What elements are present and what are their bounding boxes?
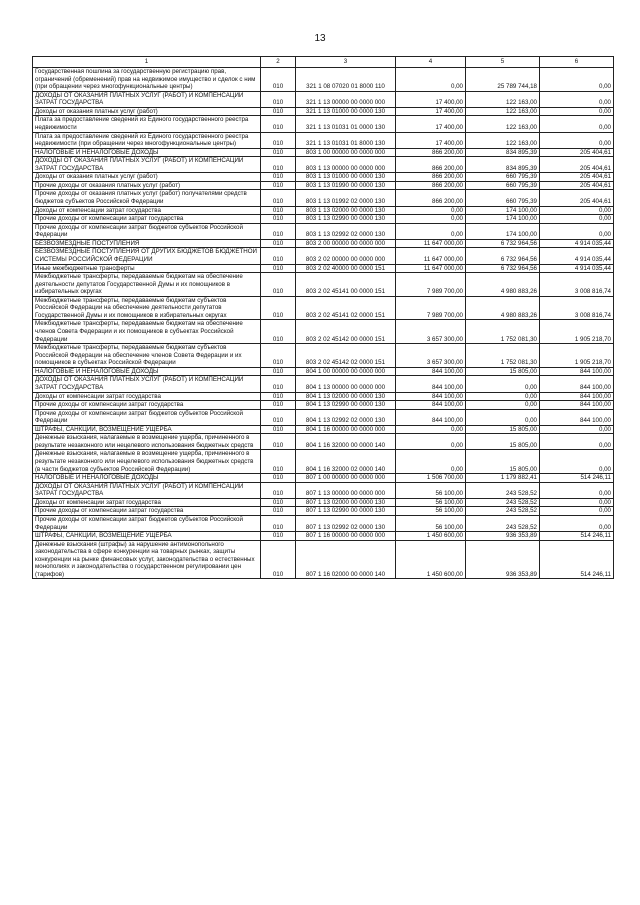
approved-amount-cell: 0,00 (396, 68, 466, 92)
budget-classification-code-cell: 803 2 02 45141 00 0000 151 (296, 273, 396, 297)
row-name-cell: Прочие доходы от компенсации затрат государства (33, 215, 261, 224)
table-row (33, 507, 614, 516)
line-code-cell: 010 (261, 425, 296, 434)
budget-classification-code-cell: 807 1 13 02990 00 0000 130 (296, 507, 396, 516)
budget-classification-code-cell: 804 1 13 02992 02 0000 130 (296, 409, 396, 425)
row-name-cell: ДОХОДЫ ОТ ОКАЗАНИЯ ПЛАТНЫХ УСЛУГ (РАБОТ) И КОМПЕНСАЦИИ ЗАТРАТ ГОСУДАРСТВА (33, 91, 261, 107)
page-number: 13 (314, 33, 326, 44)
table-row (33, 498, 614, 507)
budget-classification-code-cell: 321 1 13 01000 00 0000 130 (296, 107, 396, 116)
column-header: 6 (540, 57, 614, 68)
row-name-cell: ДОХОДЫ ОТ ОКАЗАНИЯ ПЛАТНЫХ УСЛУГ (РАБОТ) И КОМПЕНСАЦИИ ЗАТРАТ ГОСУДАРСТВА (33, 157, 261, 173)
row-name-cell: Прочие доходы от компенсации затрат бюджетов субъектов Российской Федерации (33, 223, 261, 239)
unexecuted-amount-cell: 0,00 (540, 116, 614, 132)
approved-amount-cell: 56 100,00 (396, 482, 466, 498)
table-row (33, 215, 614, 224)
approved-amount-cell: 866 200,00 (396, 157, 466, 173)
executed-amount-cell: 174 100,00 (466, 215, 540, 224)
budget-classification-code-cell: 803 2 02 40000 00 0000 151 (296, 264, 396, 273)
table-row (33, 273, 614, 297)
row-name-cell: НАЛОГОВЫЕ И НЕНАЛОГОВЫЕ ДОХОДЫ (33, 474, 261, 483)
approved-amount-cell: 866 200,00 (396, 148, 466, 157)
line-code-cell: 010 (261, 392, 296, 401)
budget-revenue-table (32, 56, 614, 579)
unexecuted-amount-cell: 0,00 (540, 68, 614, 92)
approved-amount-cell: 866 200,00 (396, 181, 466, 190)
budget-classification-code-cell: 803 2 00 00000 00 0000 000 (296, 239, 396, 248)
budget-classification-code-cell: 321 1 13 01031 01 8000 130 (296, 132, 396, 148)
table-row (33, 540, 614, 579)
executed-amount-cell: 25 789 744,18 (466, 68, 540, 92)
table-row (33, 401, 614, 410)
row-name-cell: Прочие доходы от оказания платных услуг (работ) получателями средств бюджетов субъектов Российской Федерации (33, 190, 261, 206)
line-code-cell: 010 (261, 239, 296, 248)
table-row (33, 392, 614, 401)
unexecuted-amount-cell: 514 246,11 (540, 474, 614, 483)
row-name-cell: Прочие доходы от компенсации затрат бюджетов субъектов Российской Федерации (33, 515, 261, 531)
executed-amount-cell: 1 752 081,30 (466, 344, 540, 368)
approved-amount-cell: 0,00 (396, 215, 466, 224)
executed-amount-cell: 6 732 964,56 (466, 239, 540, 248)
budget-classification-code-cell: 803 2 02 45142 02 0000 151 (296, 344, 396, 368)
line-code-cell: 010 (261, 401, 296, 410)
table-row (33, 425, 614, 434)
row-name-cell: Денежные взыскания, налагаемые в возмещение ущерба, причиненного в результате незаконного или нецелевого использования бюджетных средств (в части бюджетов субъектов Российской Федерации) (33, 450, 261, 474)
unexecuted-amount-cell: 0,00 (540, 482, 614, 498)
executed-amount-cell: 4 980 883,26 (466, 296, 540, 320)
line-code-cell: 010 (261, 148, 296, 157)
budget-classification-code-cell: 804 1 16 32000 00 0000 140 (296, 434, 396, 450)
line-code-cell: 010 (261, 173, 296, 182)
budget-classification-code-cell: 807 1 16 02000 00 0000 140 (296, 540, 396, 579)
unexecuted-amount-cell: 844 100,00 (540, 392, 614, 401)
row-name-cell: Иные межбюджетные трансферты (33, 264, 261, 273)
row-name-cell: Доходы от оказания платных услуг (работ) (33, 173, 261, 182)
line-code-cell: 010 (261, 132, 296, 148)
table-row (33, 367, 614, 376)
table-row (33, 344, 614, 368)
table-row (33, 474, 614, 483)
executed-amount-cell: 0,00 (466, 409, 540, 425)
table-row (33, 320, 614, 344)
unexecuted-amount-cell: 0,00 (540, 215, 614, 224)
approved-amount-cell: 844 100,00 (396, 409, 466, 425)
approved-amount-cell: 0,00 (396, 206, 466, 215)
table-row (33, 148, 614, 157)
unexecuted-amount-cell: 1 905 218,70 (540, 344, 614, 368)
unexecuted-amount-cell: 0,00 (540, 425, 614, 434)
executed-amount-cell: 243 528,52 (466, 498, 540, 507)
executed-amount-cell: 122 163,00 (466, 132, 540, 148)
row-name-cell: Доходы от оказания платных услуг (работ) (33, 107, 261, 116)
executed-amount-cell: 936 353,89 (466, 540, 540, 579)
approved-amount-cell: 17 400,00 (396, 132, 466, 148)
row-name-cell: БЕЗВОЗМЕЗДНЫЕ ПОСТУПЛЕНИЯ (33, 239, 261, 248)
unexecuted-amount-cell: 4 914 035,44 (540, 248, 614, 264)
table-row (33, 264, 614, 273)
unexecuted-amount-cell: 514 246,11 (540, 540, 614, 579)
table-row (33, 409, 614, 425)
unexecuted-amount-cell: 514 246,11 (540, 532, 614, 541)
executed-amount-cell: 122 163,00 (466, 107, 540, 116)
approved-amount-cell: 56 100,00 (396, 515, 466, 531)
table-row (33, 157, 614, 173)
table-row (33, 376, 614, 392)
line-code-cell: 010 (261, 532, 296, 541)
column-header: 5 (466, 57, 540, 68)
line-code-cell: 010 (261, 91, 296, 107)
approved-amount-cell: 7 989 700,00 (396, 296, 466, 320)
approved-amount-cell: 11 647 000,00 (396, 248, 466, 264)
line-code-cell: 010 (261, 507, 296, 516)
line-code-cell: 010 (261, 498, 296, 507)
line-code-cell: 010 (261, 273, 296, 297)
unexecuted-amount-cell: 205 404,61 (540, 148, 614, 157)
unexecuted-amount-cell: 0,00 (540, 507, 614, 516)
executed-amount-cell: 122 163,00 (466, 91, 540, 107)
table-row (33, 206, 614, 215)
line-code-cell: 010 (261, 248, 296, 264)
approved-amount-cell: 1 450 600,00 (396, 540, 466, 579)
column-header: 3 (296, 57, 396, 68)
unexecuted-amount-cell: 4 914 035,44 (540, 264, 614, 273)
line-code-cell: 010 (261, 320, 296, 344)
budget-classification-code-cell: 804 1 16 00000 00 0000 000 (296, 425, 396, 434)
executed-amount-cell: 936 353,89 (466, 532, 540, 541)
executed-amount-cell: 122 163,00 (466, 116, 540, 132)
unexecuted-amount-cell: 205 404,61 (540, 157, 614, 173)
approved-amount-cell: 844 100,00 (396, 367, 466, 376)
unexecuted-amount-cell: 0,00 (540, 223, 614, 239)
executed-amount-cell: 15 805,00 (466, 367, 540, 376)
table-row (33, 482, 614, 498)
row-name-cell: ДОХОДЫ ОТ ОКАЗАНИЯ ПЛАТНЫХ УСЛУГ (РАБОТ) И КОМПЕНСАЦИИ ЗАТРАТ ГОСУДАРСТВА (33, 482, 261, 498)
unexecuted-amount-cell: 0,00 (540, 450, 614, 474)
unexecuted-amount-cell: 0,00 (540, 132, 614, 148)
line-code-cell: 010 (261, 206, 296, 215)
table-row (33, 190, 614, 206)
executed-amount-cell: 1 752 081,30 (466, 320, 540, 344)
line-code-cell: 010 (261, 344, 296, 368)
approved-amount-cell: 17 400,00 (396, 116, 466, 132)
executed-amount-cell: 1 179 882,41 (466, 474, 540, 483)
line-code-cell: 010 (261, 434, 296, 450)
unexecuted-amount-cell: 3 008 816,74 (540, 273, 614, 297)
row-name-cell: Денежные взыскания, налагаемые в возмещение ущерба, причиненного в результате незаконного или нецелевого использования бюджетных средств (33, 434, 261, 450)
unexecuted-amount-cell: 205 404,61 (540, 190, 614, 206)
unexecuted-amount-cell: 0,00 (540, 515, 614, 531)
unexecuted-amount-cell: 205 404,61 (540, 181, 614, 190)
row-name-cell: Межбюджетные трансферты, передаваемые бюджетам на обеспечение членов Совета Федерации и их помощников в субъектах Российской Федерации (33, 320, 261, 344)
line-code-cell: 010 (261, 482, 296, 498)
unexecuted-amount-cell: 844 100,00 (540, 401, 614, 410)
line-code-cell: 010 (261, 68, 296, 92)
unexecuted-amount-cell: 205 404,61 (540, 173, 614, 182)
row-name-cell: ШТРАФЫ, САНКЦИИ, ВОЗМЕЩЕНИЕ УЩЕРБА (33, 425, 261, 434)
budget-classification-code-cell: 321 1 08 07020 01 8000 110 (296, 68, 396, 92)
table-row (33, 434, 614, 450)
table-body (33, 68, 614, 579)
row-name-cell: Прочие доходы от компенсации затрат государства (33, 507, 261, 516)
approved-amount-cell: 844 100,00 (396, 376, 466, 392)
budget-classification-code-cell: 803 2 02 45142 00 0000 151 (296, 320, 396, 344)
line-code-cell: 010 (261, 215, 296, 224)
row-name-cell: БЕЗВОЗМЕЗДНЫЕ ПОСТУПЛЕНИЯ ОТ ДРУГИХ БЮДЖЕТОВ БЮДЖЕТНОЙ СИСТЕМЫ РОССИЙСКОЙ ФЕДЕРАЦИИ (33, 248, 261, 264)
executed-amount-cell: 243 528,52 (466, 507, 540, 516)
unexecuted-amount-cell: 0,00 (540, 91, 614, 107)
unexecuted-amount-cell: 0,00 (540, 434, 614, 450)
row-name-cell: Прочие доходы от оказания платных услуг (работ) (33, 181, 261, 190)
approved-amount-cell: 0,00 (396, 434, 466, 450)
budget-classification-code-cell: 803 1 13 01000 00 0000 130 (296, 173, 396, 182)
budget-classification-code-cell: 803 2 02 45141 02 0000 151 (296, 296, 396, 320)
executed-amount-cell: 660 795,39 (466, 190, 540, 206)
row-name-cell: НАЛОГОВЫЕ И НЕНАЛОГОВЫЕ ДОХОДЫ (33, 148, 261, 157)
approved-amount-cell: 3 657 300,00 (396, 320, 466, 344)
executed-amount-cell: 660 795,39 (466, 173, 540, 182)
line-code-cell: 010 (261, 190, 296, 206)
table-row (33, 515, 614, 531)
budget-classification-code-cell: 804 1 13 02000 00 0000 130 (296, 392, 396, 401)
line-code-cell: 010 (261, 296, 296, 320)
budget-classification-code-cell: 803 1 13 02000 00 0000 130 (296, 206, 396, 215)
line-code-cell: 010 (261, 450, 296, 474)
approved-amount-cell: 844 100,00 (396, 401, 466, 410)
executed-amount-cell: 15 805,00 (466, 434, 540, 450)
row-name-cell: Доходы от компенсации затрат государства (33, 498, 261, 507)
executed-amount-cell: 6 732 964,56 (466, 264, 540, 273)
table-row (33, 116, 614, 132)
executed-amount-cell: 834 895,39 (466, 157, 540, 173)
row-name-cell: НАЛОГОВЫЕ И НЕНАЛОГОВЫЕ ДОХОДЫ (33, 367, 261, 376)
executed-amount-cell: 15 805,00 (466, 450, 540, 474)
executed-amount-cell: 0,00 (466, 376, 540, 392)
row-name-cell: ШТРАФЫ, САНКЦИИ, ВОЗМЕЩЕНИЕ УЩЕРБА (33, 532, 261, 541)
executed-amount-cell: 174 100,00 (466, 206, 540, 215)
table-row (33, 532, 614, 541)
approved-amount-cell: 1 506 700,00 (396, 474, 466, 483)
budget-classification-code-cell: 807 1 13 00000 00 0000 000 (296, 482, 396, 498)
row-name-cell: Доходы от компенсации затрат государства (33, 392, 261, 401)
table-row (33, 173, 614, 182)
unexecuted-amount-cell: 4 914 035,44 (540, 239, 614, 248)
table-row (33, 450, 614, 474)
line-code-cell: 010 (261, 157, 296, 173)
approved-amount-cell: 0,00 (396, 223, 466, 239)
budget-classification-code-cell: 807 1 13 02992 02 0000 130 (296, 515, 396, 531)
approved-amount-cell: 0,00 (396, 425, 466, 434)
budget-classification-code-cell: 803 1 13 01992 02 0000 130 (296, 190, 396, 206)
row-name-cell: Межбюджетные трансферты, передаваемые бюджетам субъектов Российской Федерации на обеспечение деятельности депутатов Государственной Думы и их помощников в избирательных округах (33, 296, 261, 320)
row-name-cell: Доходы от компенсации затрат государства (33, 206, 261, 215)
unexecuted-amount-cell: 3 008 816,74 (540, 296, 614, 320)
table-row (33, 248, 614, 264)
column-header: 2 (261, 57, 296, 68)
approved-amount-cell: 17 400,00 (396, 91, 466, 107)
line-code-cell: 010 (261, 367, 296, 376)
row-name-cell: Межбюджетные трансферты, передаваемые бюджетам субъектов Российской Федерации на обеспечение членов Совета Федерации и их помощников в субъектах Российской Федерации (33, 344, 261, 368)
executed-amount-cell: 0,00 (466, 392, 540, 401)
approved-amount-cell: 844 100,00 (396, 392, 466, 401)
line-code-cell: 010 (261, 515, 296, 531)
approved-amount-cell: 11 647 000,00 (396, 264, 466, 273)
budget-classification-code-cell: 803 2 02 00000 00 0000 000 (296, 248, 396, 264)
approved-amount-cell: 3 657 300,00 (396, 344, 466, 368)
table-row (33, 132, 614, 148)
table-row (33, 296, 614, 320)
budget-classification-code-cell: 321 1 13 01031 01 0000 130 (296, 116, 396, 132)
budget-classification-code-cell: 807 1 16 00000 00 0000 000 (296, 532, 396, 541)
table-row (33, 91, 614, 107)
row-name-cell: Плата за предоставление сведений из Единого государственного реестра недвижимости (33, 116, 261, 132)
table-header-row (33, 57, 614, 68)
budget-classification-code-cell: 804 1 00 00000 00 0000 000 (296, 367, 396, 376)
row-name-cell: Прочие доходы от компенсации затрат государства (33, 401, 261, 410)
budget-classification-code-cell: 807 1 00 00000 00 0000 000 (296, 474, 396, 483)
approved-amount-cell: 11 647 000,00 (396, 239, 466, 248)
budget-classification-code-cell: 803 1 13 01990 00 0000 130 (296, 181, 396, 190)
unexecuted-amount-cell: 1 905 218,70 (540, 320, 614, 344)
approved-amount-cell: 866 200,00 (396, 173, 466, 182)
budget-classification-code-cell: 804 1 13 00000 00 0000 000 (296, 376, 396, 392)
line-code-cell: 010 (261, 409, 296, 425)
unexecuted-amount-cell: 0,00 (540, 206, 614, 215)
row-name-cell: Плата за предоставление сведений из Единого государственного реестра недвижимости (при обращении через многофункциональные центры) (33, 132, 261, 148)
unexecuted-amount-cell: 844 100,00 (540, 367, 614, 376)
approved-amount-cell: 866 200,00 (396, 190, 466, 206)
executed-amount-cell: 834 895,39 (466, 148, 540, 157)
row-name-cell: Государственная пошлина за государственную регистрацию прав, ограничений (обременений) прав на недвижимое имущество и сделок с ним (при обращении через многофункциональные центры) (33, 68, 261, 92)
budget-classification-code-cell: 803 1 13 00000 00 0000 000 (296, 157, 396, 173)
line-code-cell: 010 (261, 116, 296, 132)
approved-amount-cell: 0,00 (396, 450, 466, 474)
executed-amount-cell: 0,00 (466, 401, 540, 410)
unexecuted-amount-cell: 0,00 (540, 107, 614, 116)
column-header: 1 (33, 57, 261, 68)
approved-amount-cell: 56 100,00 (396, 507, 466, 516)
executed-amount-cell: 660 795,39 (466, 181, 540, 190)
budget-classification-code-cell: 321 1 13 00000 00 0000 000 (296, 91, 396, 107)
row-name-cell: Межбюджетные трансферты, передаваемые бюджетам на обеспечение деятельности депутатов Государственной Думы и их помощников в избирательных округах (33, 273, 261, 297)
budget-classification-code-cell: 803 1 13 02990 00 0000 130 (296, 215, 396, 224)
unexecuted-amount-cell: 844 100,00 (540, 409, 614, 425)
approved-amount-cell: 1 450 600,00 (396, 532, 466, 541)
executed-amount-cell: 174 100,00 (466, 223, 540, 239)
executed-amount-cell: 15 805,00 (466, 425, 540, 434)
budget-classification-code-cell: 807 1 13 02000 00 0000 130 (296, 498, 396, 507)
table-row (33, 181, 614, 190)
approved-amount-cell: 7 989 700,00 (396, 273, 466, 297)
approved-amount-cell: 17 400,00 (396, 107, 466, 116)
line-code-cell: 010 (261, 474, 296, 483)
line-code-cell: 010 (261, 107, 296, 116)
line-code-cell: 010 (261, 264, 296, 273)
table-row (33, 68, 614, 92)
table-row (33, 107, 614, 116)
row-name-cell: Прочие доходы от компенсации затрат бюджетов субъектов Российской Федерации (33, 409, 261, 425)
budget-classification-code-cell: 803 1 13 02992 02 0000 130 (296, 223, 396, 239)
unexecuted-amount-cell: 844 100,00 (540, 376, 614, 392)
budget-classification-code-cell: 804 1 13 02990 00 0000 130 (296, 401, 396, 410)
budget-classification-code-cell: 803 1 00 00000 00 0000 000 (296, 148, 396, 157)
line-code-cell: 010 (261, 540, 296, 579)
executed-amount-cell: 6 732 964,56 (466, 248, 540, 264)
executed-amount-cell: 243 528,52 (466, 482, 540, 498)
row-name-cell: Денежные взыскания (штрафы) за нарушение антимонопольного законодательства в сфере конкуренции на товарных рынках, защиты конкуренции на рынке финансовых услуг, законодательства о естественных монополиях и законодательства о государственном регулировании цен (тарифов) (33, 540, 261, 579)
unexecuted-amount-cell: 0,00 (540, 498, 614, 507)
line-code-cell: 010 (261, 181, 296, 190)
row-name-cell: ДОХОДЫ ОТ ОКАЗАНИЯ ПЛАТНЫХ УСЛУГ (РАБОТ) И КОМПЕНСАЦИИ ЗАТРАТ ГОСУДАРСТВА (33, 376, 261, 392)
table-row (33, 239, 614, 248)
approved-amount-cell: 56 100,00 (396, 498, 466, 507)
column-header: 4 (396, 57, 466, 68)
line-code-cell: 010 (261, 376, 296, 392)
line-code-cell: 010 (261, 223, 296, 239)
budget-classification-code-cell: 804 1 16 32000 02 0000 140 (296, 450, 396, 474)
executed-amount-cell: 4 980 883,26 (466, 273, 540, 297)
executed-amount-cell: 243 528,52 (466, 515, 540, 531)
table-row (33, 223, 614, 239)
